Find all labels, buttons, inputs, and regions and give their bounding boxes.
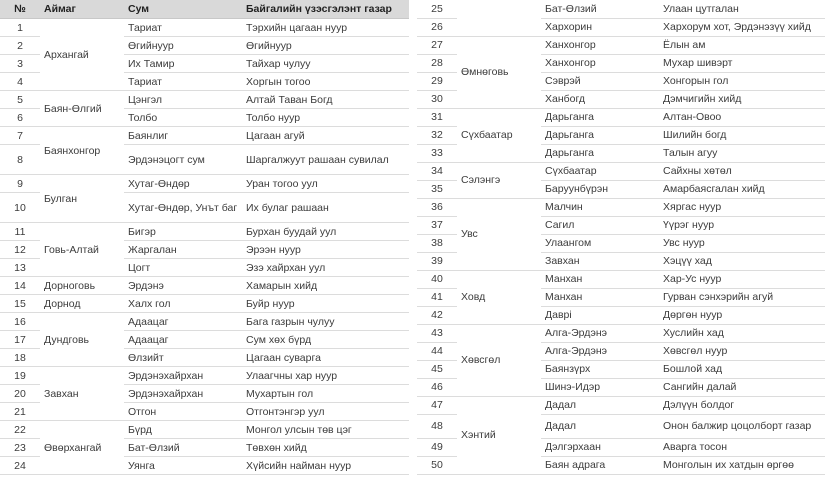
row-no: 31 <box>417 108 457 126</box>
sum-cell: Бүрд <box>124 421 242 439</box>
sum-cell: Сэврэй <box>541 72 659 90</box>
row-no: 35 <box>417 180 457 198</box>
row-no: 25 <box>417 0 457 18</box>
place-cell: Дэлүүн болдог <box>659 396 825 414</box>
sum-cell: Халх гол <box>124 295 242 313</box>
row-no: 14 <box>0 277 40 295</box>
row-no: 3 <box>0 55 40 73</box>
aimag-cell: Өвөрхангай <box>40 421 124 475</box>
column-gap <box>409 0 417 486</box>
sum-cell: Алга-Эрдэнэ <box>541 324 659 342</box>
aimag-cell: Хөвсгөл <box>457 324 541 396</box>
row-no: 39 <box>417 252 457 270</box>
place-cell: Бага газрын чулуу <box>242 313 409 331</box>
sum-cell: Сагил <box>541 216 659 234</box>
place-cell: Хөвсгөл нуур <box>659 342 825 360</box>
row-no: 16 <box>0 313 40 331</box>
sum-cell: Ханхонгор <box>541 36 659 54</box>
place-cell: Эзэ хайрхан уул <box>242 259 409 277</box>
sum-cell: Их Тамир <box>124 55 242 73</box>
header-place: Байгалийн үзэсгэлэнт газар <box>242 0 409 19</box>
row-no: 37 <box>417 216 457 234</box>
row-no: 22 <box>0 421 40 439</box>
sum-cell: Дэлгэрхаан <box>541 438 659 456</box>
row-no: 24 <box>0 457 40 475</box>
sum-cell: Эрдэнэцогт сум <box>124 145 242 175</box>
place-cell: Уран тогоо уул <box>242 175 409 193</box>
aimag-cell: Өмнөговь <box>457 36 541 108</box>
place-cell: Эрээн нуур <box>242 241 409 259</box>
row-no: 7 <box>0 127 40 145</box>
sum-cell: Уянга <box>124 457 242 475</box>
row-no: 33 <box>417 144 457 162</box>
place-cell: Улаан цутгалан <box>659 0 825 18</box>
sum-cell: Тариат <box>124 73 242 91</box>
row-no: 27 <box>417 36 457 54</box>
aimag-cell: Говь-Алтай <box>40 223 124 277</box>
sum-cell: Дарьганга <box>541 144 659 162</box>
sum-cell: Дадал <box>541 414 659 438</box>
place-cell: Аварга тосон <box>659 438 825 456</box>
row-no: 19 <box>0 367 40 385</box>
sum-cell: Улаангом <box>541 234 659 252</box>
sum-cell: Толбо <box>124 109 242 127</box>
place-cell: Хяргас нуур <box>659 198 825 216</box>
table-row <box>417 324 825 342</box>
sum-cell: Манхан <box>541 270 659 288</box>
aimag-cell: Дорноговь <box>40 277 124 295</box>
aimag-cell: Дундговь <box>40 313 124 367</box>
place-cell: Цагаан агуй <box>242 127 409 145</box>
aimag-cell: Хэнтий <box>457 396 541 474</box>
place-cell: Их булаг рашаан <box>242 193 409 223</box>
place-cell: Монголын их хатдын өргөө <box>659 456 825 474</box>
table-row <box>0 19 409 37</box>
row-no: 41 <box>417 288 457 306</box>
sum-cell: Шинэ-Идэр <box>541 378 659 396</box>
sum-cell: Дарьганга <box>541 108 659 126</box>
table-row <box>417 270 825 288</box>
place-cell: Хонгорын гол <box>659 72 825 90</box>
table-row <box>0 223 409 241</box>
table-row <box>0 367 409 385</box>
aimag-cell: Сэлэнгэ <box>457 162 541 198</box>
row-no: 21 <box>0 403 40 421</box>
sum-cell: Хархорин <box>541 18 659 36</box>
row-no: 12 <box>0 241 40 259</box>
header-aimag: Аймаг <box>40 0 124 19</box>
sum-cell: Бигэр <box>124 223 242 241</box>
row-no: 36 <box>417 198 457 216</box>
sum-cell: Хутаг-Өндөр, Унът баг <box>124 193 242 223</box>
row-no: 38 <box>417 234 457 252</box>
place-cell: Увс нуур <box>659 234 825 252</box>
aimag-cell: Ховд <box>457 270 541 324</box>
table-row <box>417 108 825 126</box>
place-cell: Үүрэг нуур <box>659 216 825 234</box>
row-no: 23 <box>0 439 40 457</box>
row-no: 48 <box>417 414 457 438</box>
sum-cell: Тариат <box>124 19 242 37</box>
row-no: 45 <box>417 360 457 378</box>
place-cell: Монгол улсын төв цэг <box>242 421 409 439</box>
row-no: 29 <box>417 72 457 90</box>
sum-cell: Баянзүрх <box>541 360 659 378</box>
sum-cell: Алга-Эрдэнэ <box>541 342 659 360</box>
aimag-cell: Баян-Өлгий <box>40 91 124 127</box>
sum-cell: Өлзийт <box>124 349 242 367</box>
row-no: 40 <box>417 270 457 288</box>
sum-cell: Ханбогд <box>541 90 659 108</box>
header-no: № <box>0 0 40 19</box>
place-cell: Хоргын тогоо <box>242 73 409 91</box>
place-cell: Улаагчны хар нуур <box>242 367 409 385</box>
place-cell: Тайхар чулуу <box>242 55 409 73</box>
table-row <box>0 295 409 313</box>
sum-cell: Малчин <box>541 198 659 216</box>
row-no: 18 <box>0 349 40 367</box>
sum-cell: Адаацаг <box>124 313 242 331</box>
sum-cell: Ханхонгор <box>541 54 659 72</box>
place-cell: Сум хөх бүрд <box>242 331 409 349</box>
place-cell: Ёлын ам <box>659 36 825 54</box>
place-cell: Толбо нуур <box>242 109 409 127</box>
row-no: 2 <box>0 37 40 55</box>
sum-cell: Эрдэнэхайрхан <box>124 367 242 385</box>
row-no: 49 <box>417 438 457 456</box>
place-cell: Хэцүү хад <box>659 252 825 270</box>
place-cell: Отгонтэнгэр уул <box>242 403 409 421</box>
table-row <box>0 175 409 193</box>
row-no: 6 <box>0 109 40 127</box>
aimag-cell: Сүхбаатар <box>457 108 541 162</box>
aimag-cell: Баянхонгор <box>40 127 124 175</box>
sum-cell: Жаргалан <box>124 241 242 259</box>
sum-cell: Өгийнуур <box>124 37 242 55</box>
table-row <box>0 127 409 145</box>
place-cell: Өгийнуур <box>242 37 409 55</box>
sum-cell: Баянлиг <box>124 127 242 145</box>
place-cell: Дөргөн нуур <box>659 306 825 324</box>
row-no: 4 <box>0 73 40 91</box>
row-no: 44 <box>417 342 457 360</box>
sum-cell: Сүхбаатар <box>541 162 659 180</box>
sum-cell: Адаацаг <box>124 331 242 349</box>
table-header-row <box>0 0 409 19</box>
sum-cell: Бат-Өлзий <box>541 0 659 18</box>
row-no: 11 <box>0 223 40 241</box>
place-cell: Хүйсийн найман нуур <box>242 457 409 475</box>
row-no: 32 <box>417 126 457 144</box>
place-cell: Дэмчигийн хийд <box>659 90 825 108</box>
places-table-right <box>417 0 825 475</box>
row-no: 34 <box>417 162 457 180</box>
table-row <box>417 198 825 216</box>
sum-cell: Дарьганга <box>541 126 659 144</box>
aimag-cell: Булган <box>40 175 124 223</box>
place-cell: Бурхан буудай уул <box>242 223 409 241</box>
sum-cell: Эрдэнэ <box>124 277 242 295</box>
row-no: 8 <box>0 145 40 175</box>
place-cell: Төвхөн хийд <box>242 439 409 457</box>
sum-cell: Даврі <box>541 306 659 324</box>
place-cell: Тэрхийн цагаан нуур <box>242 19 409 37</box>
sum-cell: Бат-Өлзий <box>124 439 242 457</box>
place-cell: Мухар шивэрт <box>659 54 825 72</box>
table-row <box>0 313 409 331</box>
row-no: 26 <box>417 18 457 36</box>
row-no: 28 <box>417 54 457 72</box>
table-row <box>417 0 825 18</box>
place-cell: Шилийн богд <box>659 126 825 144</box>
place-cell: Талын агуу <box>659 144 825 162</box>
place-cell: Хамарын хийд <box>242 277 409 295</box>
place-cell: Хархорум хот, Эрдэнэзүү хийд <box>659 18 825 36</box>
row-no: 46 <box>417 378 457 396</box>
sum-cell: Эрдэнэхайрхан <box>124 385 242 403</box>
place-cell: Шаргалжуут рашаан сувилал <box>242 145 409 175</box>
row-no: 9 <box>0 175 40 193</box>
place-cell: Хар-Ус нуур <box>659 270 825 288</box>
table-row <box>417 162 825 180</box>
place-cell: Гурван сэнхэрийн агуй <box>659 288 825 306</box>
sum-cell: Хутаг-Өндөр <box>124 175 242 193</box>
place-cell: Сангийн далай <box>659 378 825 396</box>
aimag-cell: Завхан <box>40 367 124 421</box>
aimag-cell: Архангай <box>40 19 124 91</box>
sum-cell: Манхан <box>541 288 659 306</box>
aimag-cell: Увс <box>457 198 541 270</box>
row-no: 5 <box>0 91 40 109</box>
table-row <box>417 36 825 54</box>
places-table-left <box>0 0 409 475</box>
place-cell: Алтай Таван Богд <box>242 91 409 109</box>
row-no: 15 <box>0 295 40 313</box>
place-cell: Мухартын гол <box>242 385 409 403</box>
row-no: 10 <box>0 193 40 223</box>
sum-cell: Завхан <box>541 252 659 270</box>
row-no: 42 <box>417 306 457 324</box>
sum-cell: Баян адрага <box>541 456 659 474</box>
row-no: 13 <box>0 259 40 277</box>
table-row <box>0 91 409 109</box>
sum-cell: Цогт <box>124 259 242 277</box>
place-cell: Онон балжир цоцолборт газар <box>659 414 825 438</box>
sum-cell: Баруунбүрэн <box>541 180 659 198</box>
aimag-cell: Дорнод <box>40 295 124 313</box>
place-cell: Сайхны хөтөл <box>659 162 825 180</box>
header-sum: Сум <box>124 0 242 19</box>
place-cell: Цагаан суварга <box>242 349 409 367</box>
row-no: 20 <box>0 385 40 403</box>
aimag-cell <box>457 0 541 36</box>
place-cell: Буйр нуур <box>242 295 409 313</box>
table-row <box>0 421 409 439</box>
place-cell: Бошлой хад <box>659 360 825 378</box>
sum-cell: Дадал <box>541 396 659 414</box>
row-no: 1 <box>0 19 40 37</box>
table-row <box>0 277 409 295</box>
row-no: 17 <box>0 331 40 349</box>
row-no: 30 <box>417 90 457 108</box>
place-cell: Хуслийн хад <box>659 324 825 342</box>
table-row <box>417 396 825 414</box>
sum-cell: Отгон <box>124 403 242 421</box>
row-no: 50 <box>417 456 457 474</box>
place-cell: Алтан-Овоо <box>659 108 825 126</box>
row-no: 47 <box>417 396 457 414</box>
row-no: 43 <box>417 324 457 342</box>
place-cell: Амарбаясгалан хийд <box>659 180 825 198</box>
sum-cell: Цэнгэл <box>124 91 242 109</box>
